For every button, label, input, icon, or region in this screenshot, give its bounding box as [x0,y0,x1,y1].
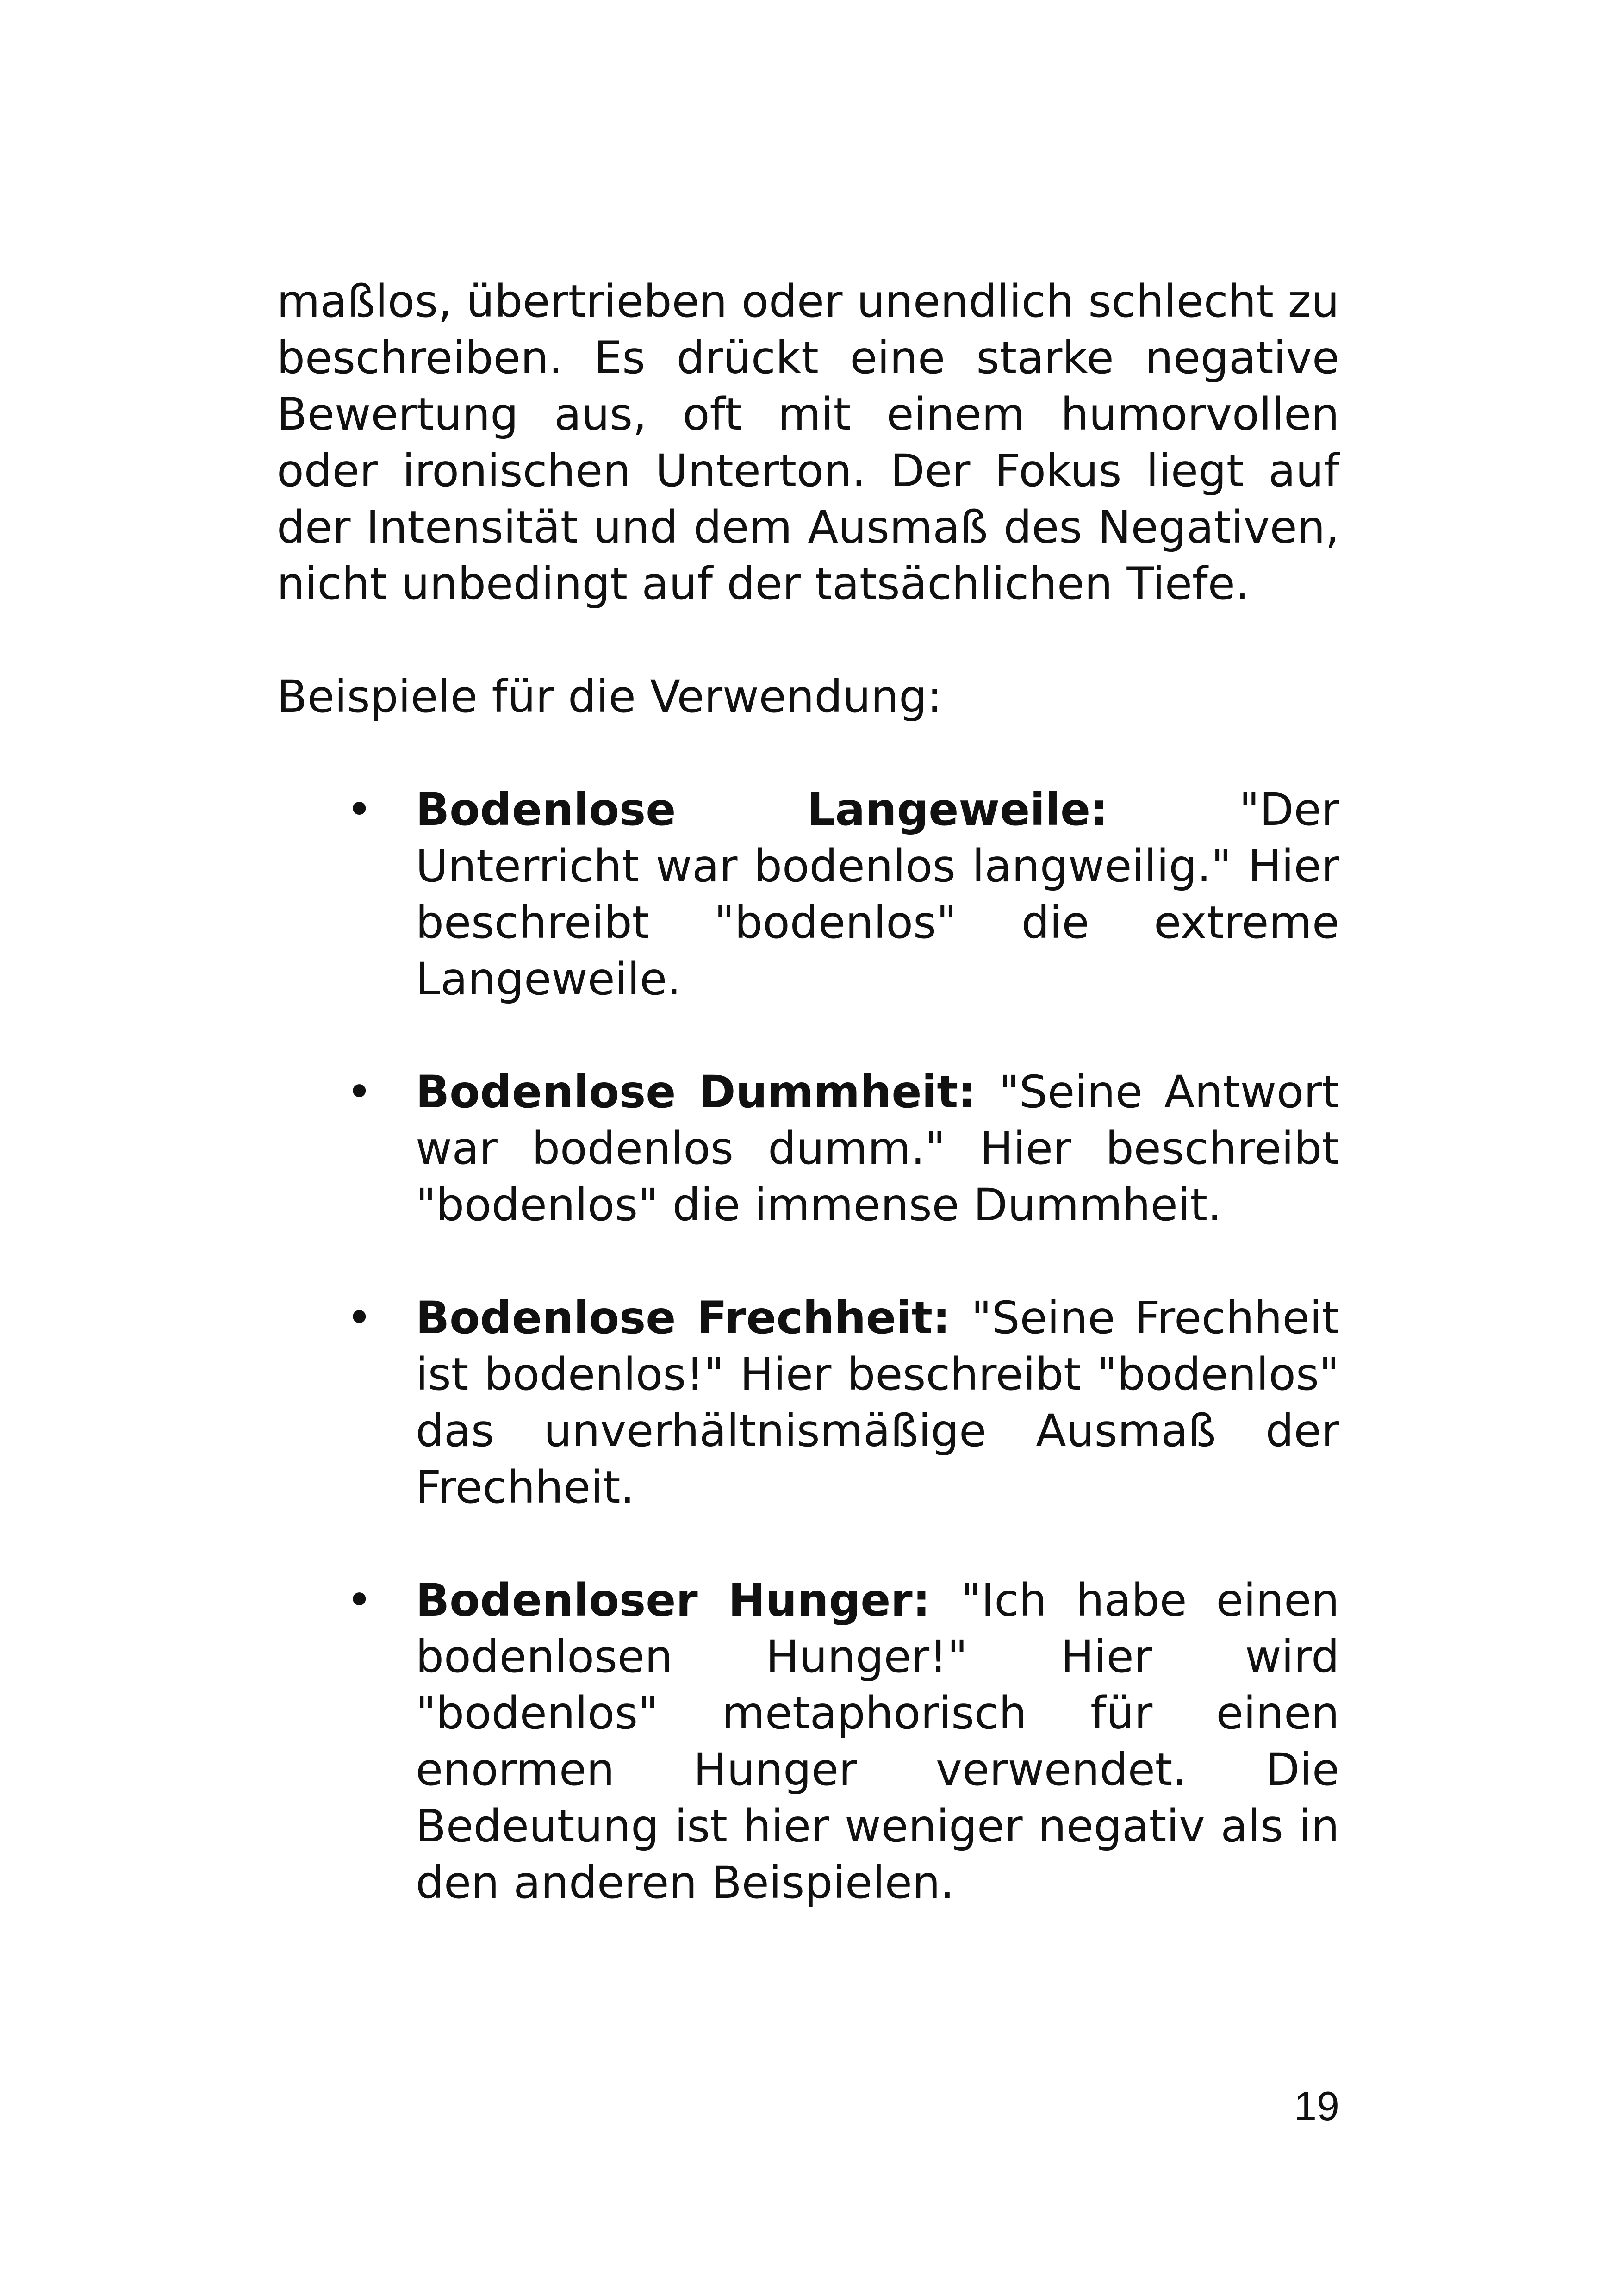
list-item [277,1572,1339,1911]
body-paragraph: maßlos, übertrieben oder unendlich schlecht zu beschreiben. Es drückt eine starke negative Bewertung aus, oft mit einem humorvollen oder ironischen Unterton. Der Fokus liegt auf der Intensität und dem Ausmaß des Negativen, nicht unbedingt auf der tatsächlichen Tiefe. [277,275,1339,610]
list-item [277,1290,1339,1516]
example-text: "Seine Frechheit ist bodenlos!" Hier beschreibt "bodenlos" das unverhältnismäßige Ausmaß der Frechheit. [416,1292,1340,1513]
bullet-icon: • [346,784,373,836]
page-number: 19 [1294,2083,1339,2129]
bullet-icon: • [346,1066,373,1118]
example-term: Bodenlose Dummheit: [416,1066,999,1118]
example-text: "Seine Antwort war bodenlos dumm." Hier beschreibt "bodenlos" die immense Dummheit. [416,1066,1340,1231]
example-term: Bodenloser Hunger: [416,1574,961,1626]
bullet-icon: • [346,1574,373,1626]
examples-heading: Beispiele für die Verwendung: [277,671,942,723]
list-item [277,1064,1339,1233]
example-term: Bodenlose Langeweile: [416,784,1239,836]
list-item [277,781,1339,1007]
bullet-icon: • [346,1292,373,1344]
example-text: "Der Unterricht war bodenlos langweilig." Hier beschreibt "bodenlos" die extreme Langeweile. [416,784,1339,1005]
example-term: Bodenlose Frechheit: [416,1292,971,1344]
example-text: "Ich habe einen bodenlosen Hunger!" Hier wird "bodenlos" metaphorisch für einen enormen Hunger verwendet. Die Bedeutung ist hier weniger negativ als in den anderen Beispielen. [416,1574,1339,1909]
examples-list [277,781,1339,1911]
page-content [277,273,1339,1967]
